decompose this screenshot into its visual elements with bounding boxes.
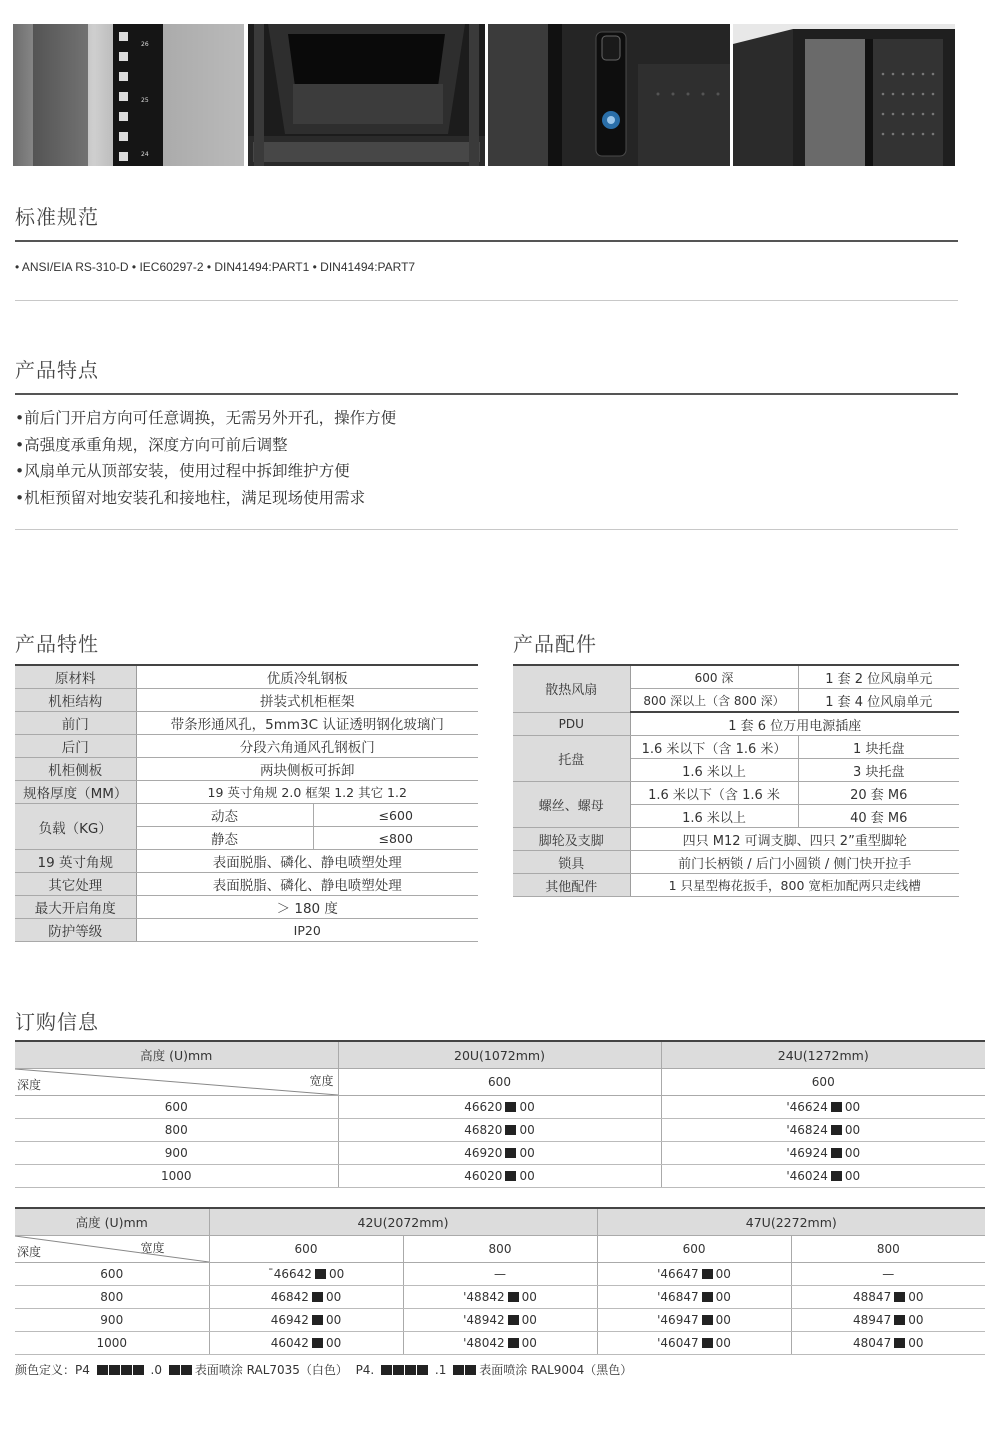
- section-rule: [15, 240, 958, 242]
- part-number-cell: '46047 00: [597, 1332, 791, 1355]
- divider: [15, 529, 958, 530]
- table-row: [15, 665, 478, 689]
- rail-mark-24: 24: [141, 151, 149, 158]
- rail-mark-26: 26: [141, 41, 149, 48]
- feature-item: •高强度承重角规，深度方向可前后调整: [15, 435, 288, 454]
- part-number-cell: 46020 00: [338, 1165, 661, 1188]
- depth-label: 深度: [17, 1078, 42, 1092]
- row-value: 表面脱脂、磷化、静电喷塑处理: [136, 850, 478, 873]
- table-row: [513, 874, 959, 897]
- table-header-row: [15, 1041, 985, 1069]
- table-row: [15, 1142, 985, 1165]
- table-row: [15, 1165, 985, 1188]
- height-col-24u: 24U(1272mm): [661, 1041, 985, 1069]
- table-row: [15, 919, 478, 942]
- table-row: [15, 1096, 985, 1119]
- table-row: [15, 781, 478, 804]
- part-number-cell: 46620 00: [338, 1096, 661, 1119]
- load-dynamic-value: ≤600: [313, 804, 478, 827]
- row-label: 散热风扇: [513, 665, 630, 712]
- depth-cell: 900: [15, 1142, 338, 1165]
- table-subheader-row: [15, 1069, 985, 1096]
- feature-item: •风扇单元从顶部安装，使用过程中拆卸维护方便: [15, 462, 350, 480]
- depth-cell: 1000: [15, 1165, 338, 1188]
- section-title-features: 产品特点: [15, 358, 99, 382]
- part-number-cell: '48042 00: [403, 1332, 597, 1355]
- row-value: 两块侧板可拆卸: [136, 758, 478, 781]
- accessories-table: [513, 664, 959, 897]
- cell: 600 深: [630, 665, 798, 689]
- standards-list: • ANSI/EIA RS-310-D • IEC60297-2 • DIN41494:PART1 • DIN41494:PART7: [15, 260, 416, 274]
- table-row: [15, 712, 478, 735]
- depth-label: 深度: [17, 1245, 42, 1259]
- part-number-cell: '46824 00: [661, 1119, 985, 1142]
- part-number-cell: 46042 00: [209, 1332, 403, 1355]
- part-number-cell: 48047 00: [791, 1332, 985, 1355]
- row-label: 其它处理: [15, 873, 136, 896]
- table-row: [513, 782, 959, 805]
- table-row: [15, 850, 478, 873]
- table-row: [513, 828, 959, 851]
- row-value: 表面脱脂、磷化、静电喷塑处理: [136, 873, 478, 896]
- cell: 40 套 M6: [798, 805, 959, 828]
- row-label: 托盘: [513, 736, 630, 782]
- cell: 1.6 米以上: [630, 759, 798, 782]
- table-subheader-row: [15, 1236, 985, 1263]
- row-label: 锁具: [513, 851, 630, 874]
- row-label: 规格厚度（MM）: [15, 781, 136, 804]
- section-title-standards: 标准规范: [15, 205, 99, 229]
- part-number-cell: 48847 00: [791, 1286, 985, 1309]
- cell: 3 块托盘: [798, 759, 959, 782]
- depth-cell: 900: [15, 1309, 209, 1332]
- rail-mark-25: 25: [141, 97, 149, 104]
- cell: 1 套 2 位风扇单元: [798, 665, 959, 689]
- properties-table: [15, 664, 478, 942]
- section-title-properties: 产品特性: [15, 632, 99, 656]
- depth-cell: 800: [15, 1286, 209, 1309]
- row-label: 原材料: [15, 665, 136, 689]
- height-col-42u: 42U(2072mm): [209, 1208, 597, 1236]
- part-number-cell: 46842 00: [209, 1286, 403, 1309]
- photo-door-handle: [488, 24, 730, 166]
- table-row: [15, 1309, 985, 1332]
- divider: [15, 300, 958, 301]
- section-title-accessories: 产品配件: [513, 632, 597, 656]
- row-label: 机柜结构: [15, 689, 136, 712]
- row-label: PDU: [513, 712, 630, 736]
- width-label: 宽度: [309, 1074, 334, 1088]
- table-row: [513, 851, 959, 874]
- row-value: 拼装式机柜框架: [136, 689, 478, 712]
- row-value: 优质冷轧钢板: [136, 665, 478, 689]
- load-dynamic-label: 动态: [136, 804, 313, 827]
- part-number-cell: '48842 00: [403, 1286, 597, 1309]
- part-number-cell: '46024 00: [661, 1165, 985, 1188]
- part-number-cell: '46947 00: [597, 1309, 791, 1332]
- cell: 20 套 M6: [798, 782, 959, 805]
- width-label: 宽度: [140, 1241, 165, 1255]
- part-number-cell: —: [791, 1263, 985, 1286]
- cell: 1 块托盘: [798, 736, 959, 759]
- part-number-cell: '46647 00: [597, 1263, 791, 1286]
- row-value: 1 只星型梅花扳手，800 宽柜加配两只走线槽: [630, 874, 959, 897]
- part-number-cell: ˉ46642 00: [209, 1263, 403, 1286]
- table-row: [513, 665, 959, 689]
- row-value: ＞ 180 度: [136, 896, 478, 919]
- cell: 1.6 米以上: [630, 805, 798, 828]
- cell: 1.6 米以下（含 1.6 米）: [630, 736, 798, 759]
- width-col: 600: [597, 1236, 791, 1263]
- part-number-cell: 46820 00: [338, 1119, 661, 1142]
- table-row: [513, 712, 959, 736]
- depth-cell: 800: [15, 1119, 338, 1142]
- row-label: 负载（KG）: [15, 804, 136, 850]
- height-header: 高度 (U)mm: [15, 1041, 338, 1069]
- part-number-cell: '48942 00: [403, 1309, 597, 1332]
- row-label: 19 英寸角规: [15, 850, 136, 873]
- table-row: [15, 804, 478, 827]
- part-number-cell: '46924 00: [661, 1142, 985, 1165]
- row-label: 前门: [15, 712, 136, 735]
- features-list: [15, 405, 396, 511]
- table-row: [15, 1119, 985, 1142]
- row-label: 机柜侧板: [15, 758, 136, 781]
- depth-cell: 600: [15, 1263, 209, 1286]
- load-static-value: ≤800: [313, 827, 478, 850]
- table-row: [15, 1332, 985, 1355]
- row-value: 19 英寸角规 2.0 框架 1.2 其它 1.2: [136, 781, 478, 804]
- row-value: IP20: [136, 919, 478, 942]
- width-col: 600: [661, 1069, 985, 1096]
- row-value: 前门长柄锁 / 后门小圆锁 / 侧门快开拉手: [630, 851, 959, 874]
- photo-rail-closeup: [13, 24, 244, 166]
- cell: 800 深以上（含 800 深）: [630, 689, 798, 713]
- feature-item: •机柜预留对地安装孔和接地柱，满足现场使用需求: [15, 488, 366, 507]
- width-col: 600: [209, 1236, 403, 1263]
- row-label: 最大开启角度: [15, 896, 136, 919]
- depth-cell: 600: [15, 1096, 338, 1119]
- depth-width-corner: [15, 1069, 338, 1096]
- row-label: 螺丝、螺母: [513, 782, 630, 828]
- table-row: [15, 896, 478, 919]
- width-col: 800: [791, 1236, 985, 1263]
- row-value: 1 套 6 位万用电源插座: [630, 712, 959, 736]
- row-label: 其他配件: [513, 874, 630, 897]
- table-row: [15, 735, 478, 758]
- section-title-ordering: 订购信息: [15, 1010, 99, 1034]
- table-row: [15, 873, 478, 896]
- cell: 1 套 4 位风扇单元: [798, 689, 959, 713]
- part-number-cell: 46942 00: [209, 1309, 403, 1332]
- width-col: 600: [338, 1069, 661, 1096]
- part-number-cell: '46624 00: [661, 1096, 985, 1119]
- width-col: 800: [403, 1236, 597, 1263]
- table-row: [15, 758, 478, 781]
- height-header: 高度 (U)mm: [15, 1208, 209, 1236]
- table-row: [15, 1286, 985, 1309]
- ordering-table-42u-47u: [15, 1207, 985, 1355]
- row-label: 防护等级: [15, 919, 136, 942]
- row-value: 分段六角通风孔钢板门: [136, 735, 478, 758]
- photo-cabinet-door: [733, 24, 955, 166]
- load-static-label: 静态: [136, 827, 313, 850]
- row-value: 带条形通风孔，5mm3C 认证透明钢化玻璃门: [136, 712, 478, 735]
- row-label: 脚轮及支脚: [513, 828, 630, 851]
- part-number-cell: 48947 00: [791, 1309, 985, 1332]
- part-number-cell: —: [403, 1263, 597, 1286]
- part-number-cell: '46847 00: [597, 1286, 791, 1309]
- photo-cabinet-frame: [248, 24, 485, 166]
- row-label: 后门: [15, 735, 136, 758]
- section-rule: [15, 393, 958, 395]
- ordering-table-20u-24u: [15, 1040, 985, 1188]
- depth-cell: 1000: [15, 1332, 209, 1355]
- depth-width-corner: [15, 1236, 209, 1263]
- table-row: [15, 689, 478, 712]
- table-header-row: [15, 1208, 985, 1236]
- part-number-cell: 46920 00: [338, 1142, 661, 1165]
- table-row: [15, 1263, 985, 1286]
- feature-item: •前后门开启方向可任意调换，无需另外开孔，操作方便: [15, 409, 397, 427]
- cell: 1.6 米以下（含 1.6 米: [630, 782, 798, 805]
- height-col-47u: 47U(2272mm): [597, 1208, 985, 1236]
- row-value: 四只 M12 可调支脚、四只 2”重型脚轮: [630, 828, 959, 851]
- color-definition-note: 颜色定义：P4 .0 表面喷涂 RAL7035（白色） P4. .1 表面喷涂 RAL9004（黑色）: [15, 1363, 633, 1377]
- height-col-20u: 20U(1072mm): [338, 1041, 661, 1069]
- table-row: [513, 736, 959, 759]
- product-photo-strip: [13, 24, 955, 166]
